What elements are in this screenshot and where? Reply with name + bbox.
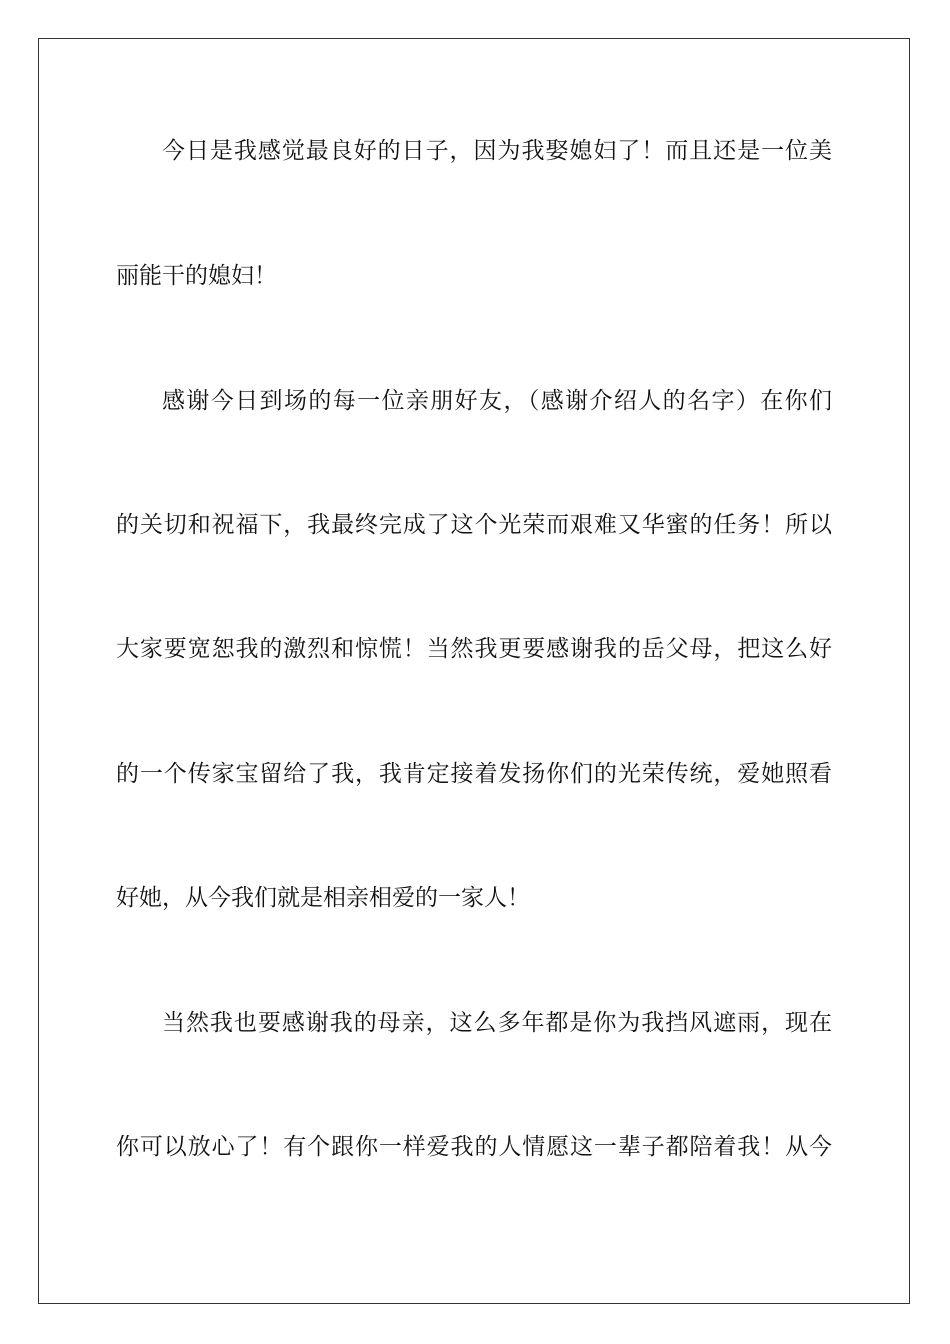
paragraph-2-line-3: 大家要宽恕我的激烈和惊慌！当然我更要感谢我的岳父母，把这么好 [116,636,832,662]
paragraph-2-line-5: 好她，从今我们就是相亲相爱的一家人！ [116,885,530,911]
paragraph-2-line-4: 的一个传家宝留给了我，我肯定接着发扬你们的光荣传统，爱她照看 [116,761,832,787]
paragraph-2-line-2: 的关切和祝福下，我最终完成了这个光荣而艰难又华蜜的任务！所以 [116,512,832,538]
paragraph-3-line-1: 当然我也要感谢我的母亲，这么多年都是你为我挡风遮雨，现在 [162,1010,832,1036]
page-border [38,38,910,1304]
paragraph-2-line-1: 感谢今日到场的每一位亲朋好友，（感谢介绍人的名字）在你们 [162,388,832,414]
paragraph-3-line-2: 你可以放心了！有个跟你一样爱我的人情愿这一辈子都陪着我！从今 [116,1134,832,1160]
paragraph-1-line-1: 今日是我感觉最良好的日子，因为我娶媳妇了！而且还是一位美 [162,138,832,164]
paragraph-1-line-2: 丽能干的媳妇！ [116,263,277,289]
